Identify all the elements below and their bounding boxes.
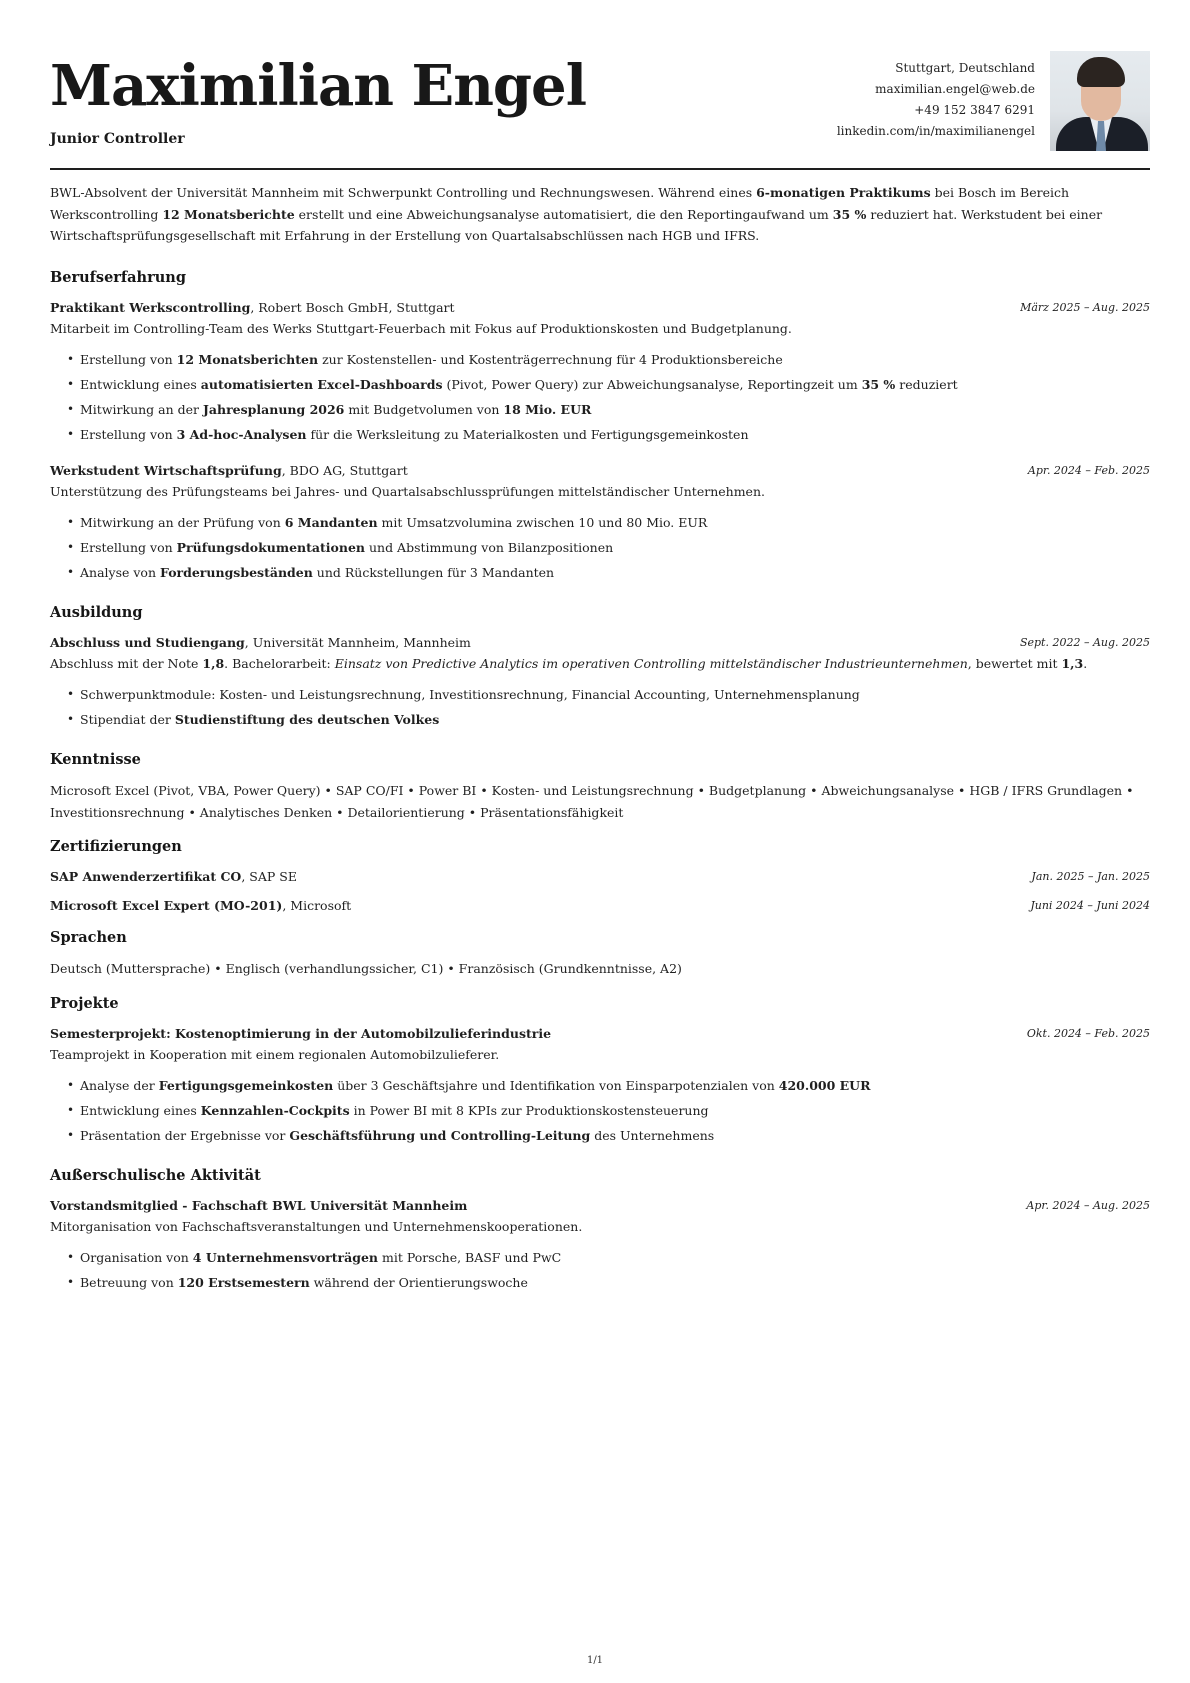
- experience-entry: [50, 461, 1150, 585]
- entry-heading: [50, 1024, 1150, 1044]
- section-title: Projekte: [50, 994, 119, 1012]
- summary-highlight: 12 Monatsberichte: [162, 206, 295, 222]
- cert-issuer: , SAP SE: [241, 869, 297, 884]
- cert-date: Juni 2024 – Juni 2024: [1030, 899, 1150, 912]
- entry-date: März 2025 – Aug. 2025: [1020, 301, 1150, 314]
- bullet-item: • Organisation von 4 Unternehmensvorträgen mit Porsche, BASF und PwC: [80, 1245, 1150, 1270]
- section-projects: [50, 994, 1150, 1148]
- contact-block: [837, 58, 1035, 142]
- bullet-item: • Mitwirkung an der Jahresplanung 2026 mit Budgetvolumen von 18 Mio. EUR: [80, 397, 1150, 422]
- entry-description: Abschluss mit der Note 1,8. Bachelorarbeit: Einsatz von Predictive Analytics im operativen Controlling mittelständischer Industrieunternehmen, bewertet mit 1,3.: [50, 656, 1088, 671]
- bullet-item: • Schwerpunktmodule: Kosten- und Leistungsrechnung, Investitionsrechnung, Financial Accounting, Unternehmensplanung: [80, 682, 1150, 707]
- section-languages: [50, 928, 1150, 980]
- entry-role: Praktikant Werkscontrolling: [50, 300, 251, 315]
- profile-photo: [1050, 51, 1150, 151]
- entry-heading: [50, 1196, 1150, 1216]
- section-title: Außerschulische Aktivität: [50, 1166, 261, 1184]
- summary-highlight: 35 %: [832, 206, 867, 222]
- resume-page: [50, 0, 1150, 1290]
- entry-org: , BDO AG, Stuttgart: [281, 463, 408, 478]
- bullet-item: • Erstellung von Prüfungsdokumentationen und Abstimmung von Bilanzpositionen: [80, 535, 1150, 560]
- entry-bullets: [50, 347, 1150, 447]
- contact-email[interactable]: maximilian.engel@web.de: [875, 82, 1035, 96]
- entry-date: Apr. 2024 – Aug. 2025: [1026, 1198, 1150, 1212]
- bullet-item: • Erstellung von 12 Monatsberichten zur Kostenstellen- und Kostenträgerrechnung für 4 Produktionsbereiche: [80, 347, 1150, 372]
- bullet-item: • Präsentation der Ergebnisse vor Geschäftsführung und Controlling-Leitung des Unternehmens: [80, 1123, 1150, 1148]
- section-activities: [50, 1166, 1150, 1295]
- bullet-item: • Stipendiat der Studienstiftung des deutschen Volkes: [80, 707, 1150, 732]
- entry-description: Mitorganisation von Fachschaftsveranstaltungen und Unternehmenskooperationen.: [50, 1218, 583, 1234]
- summary-text: reduziert hat. Werkstudent bei einer Wirtschaftsprüfungsgesellschaft mit Erfahrung in der Erstellung von Quartalsabschlüssen nach HGB und IFRS.: [50, 206, 1103, 243]
- languages-list: Deutsch (Muttersprache) • Englisch (verhandlungssicher, C1) • Französisch (Grundkenntnisse, A2): [50, 961, 682, 976]
- entry-bullets: [50, 1245, 1150, 1295]
- bullet-item: • Betreuung von 120 Erstsemestern während der Orientierungswoche: [80, 1270, 1150, 1295]
- entry-date: Okt. 2024 – Feb. 2025: [1026, 1026, 1150, 1040]
- contact-linkedin[interactable]: linkedin.com/in/maximilianengel: [836, 124, 1035, 138]
- project-entry: [50, 1024, 1150, 1148]
- certification-item: [50, 867, 1150, 887]
- candidate-name: Maximilian Engel: [50, 53, 586, 119]
- entry-heading: [50, 633, 1150, 653]
- section-title: Sprachen: [50, 929, 127, 946]
- bullet-item: • Entwicklung eines Kennzahlen-Cockpits in Power BI mit 8 KPIs zur Produktionskostensteuerung: [80, 1098, 1150, 1123]
- cert-date: Jan. 2025 – Jan. 2025: [1031, 870, 1150, 883]
- entry-description: Teamprojekt in Kooperation mit einem regionalen Automobilzulieferer.: [50, 1046, 500, 1062]
- entry-description: Unterstützung des Prüfungsteams bei Jahres- und Quartalsabschlussprüfungen mittelständischer Unternehmen.: [50, 484, 765, 499]
- profile-summary: [50, 182, 1150, 247]
- entry-degree: Abschluss und Studiengang: [50, 635, 245, 650]
- section-skills: [50, 750, 1150, 823]
- skills-list: Microsoft Excel (Pivot, VBA, Power Query) • SAP CO/FI • Power BI • Kosten- und Leistungsrechnung • Budgetplanung • Abweichungsanalyse • HGB / IFRS Grundlagen • Investitionsrechnung • Analytisches Denken • Detailorientierung • Präsentationsfähigkeit: [50, 783, 1134, 820]
- activity-entry: [50, 1196, 1150, 1295]
- entry-role: Werkstudent Wirtschaftsprüfung: [50, 463, 282, 478]
- bullet-item: • Entwicklung eines automatisierten Excel-Dashboards (Pivot, Power Query) zur Abweichungsanalyse, Reportingzeit um 35 % reduziert: [80, 372, 1150, 397]
- cert-issuer: , Microsoft: [282, 898, 352, 913]
- contact-phone: +49 152 3847 6291: [914, 103, 1035, 117]
- summary-highlight: 6-monatigen Praktikums: [756, 185, 931, 200]
- bullet-item: • Analyse von Forderungsbeständen und Rückstellungen für 3 Mandanten: [80, 560, 1150, 585]
- entry-bullets: [50, 510, 1150, 585]
- section-experience: [50, 268, 1150, 585]
- entry-org: , Universität Mannheim, Mannheim: [244, 635, 471, 650]
- entry-heading: [50, 298, 1150, 318]
- section-title: Ausbildung: [50, 604, 143, 621]
- entry-heading: [50, 461, 1150, 481]
- contact-location: Stuttgart, Deutschland: [895, 61, 1035, 75]
- entry-description: Mitarbeit im Controlling-Team des Werks Stuttgart-Feuerbach mit Fokus auf Produktionskosten und Budgetplanung.: [50, 321, 792, 336]
- experience-entry: [50, 298, 1150, 447]
- summary-text: erstellt und eine Abweichungsanalyse automatisiert, die den Reportingaufwand um: [294, 206, 833, 222]
- bullet-item: • Mitwirkung an der Prüfung von 6 Mandanten mit Umsatzvolumina zwischen 10 und 80 Mio. EUR: [80, 510, 1150, 535]
- section-education: [50, 603, 1150, 732]
- cert-name: SAP Anwenderzertifikat CO: [50, 869, 242, 884]
- entry-bullets: [50, 682, 1150, 732]
- activity-name: Vorstandsmitglied - Fachschaft BWL Universität Mannheim: [50, 1197, 468, 1213]
- summary-text: BWL-Absolvent der Universität Mannheim mit Schwerpunkt Controlling und Rechnungswesen. Während eines: [50, 185, 757, 200]
- section-title: Zertifizierungen: [50, 838, 182, 855]
- bullet-item: • Erstellung von 3 Ad-hoc-Analysen für die Werksleitung zu Materialkosten und Fertigungsgemeinkosten: [80, 422, 1150, 447]
- section-certifications: [50, 837, 1150, 916]
- resume-content: [50, 268, 1150, 1313]
- cert-name: Microsoft Excel Expert (MO-201): [50, 898, 283, 913]
- project-name: Semesterprojekt: Kostenoptimierung in der Automobilzulieferindustrie: [50, 1025, 552, 1041]
- section-title: Berufserfahrung: [50, 269, 186, 286]
- bullet-item: • Analyse der Fertigungsgemeinkosten über 3 Geschäftsjahre und Identifikation von Einsparpotenzialen von 420.000 EUR: [80, 1073, 1150, 1098]
- page-number: 1/1: [586, 1655, 604, 1666]
- photo-hair-shape: [1077, 57, 1125, 87]
- summary-text: bei Bosch im Bereich Werkscontrolling: [50, 185, 1070, 222]
- header-divider: [50, 168, 1150, 170]
- entry-date: Sept. 2022 – Aug. 2025: [1019, 636, 1150, 649]
- entry-date: Apr. 2024 – Feb. 2025: [1027, 464, 1150, 477]
- section-title: Kenntnisse: [50, 751, 141, 768]
- education-entry: [50, 633, 1150, 732]
- job-title: Junior Controller: [50, 131, 185, 147]
- entry-bullets: [50, 1073, 1150, 1148]
- resume-header: [50, 0, 1150, 170]
- certification-item: [50, 896, 1150, 916]
- entry-org: , Robert Bosch GmbH, Stuttgart: [250, 300, 455, 315]
